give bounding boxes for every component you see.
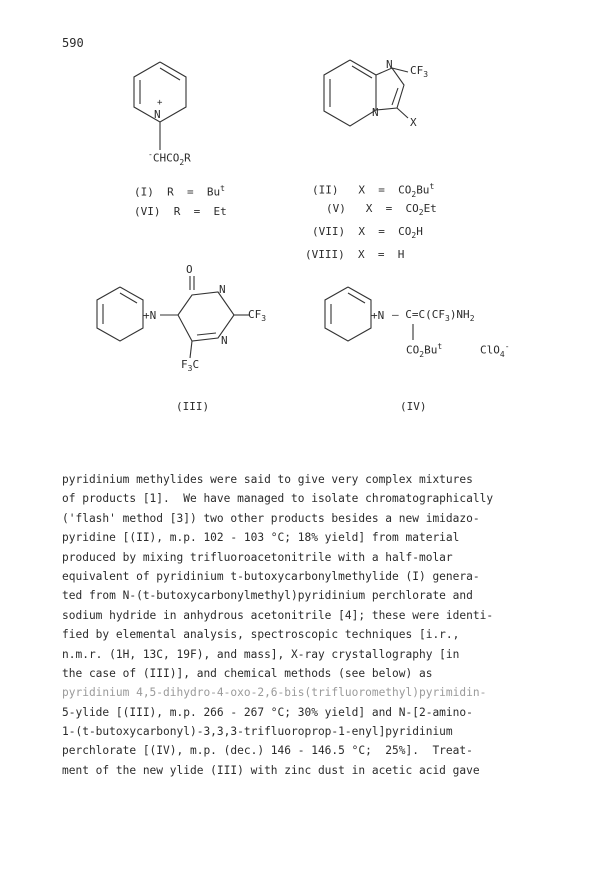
compound-III-oxygen: O [186,263,193,276]
compound-III-caption: (III) [176,400,210,413]
imidazo-n-top-label: N [386,58,393,71]
body-line: the case of (III)], and chemical methods (see below) as [62,666,433,680]
body-line: ('flash' method [3]) two other products besides a new imidazo- [62,511,480,525]
def-VI: (VI) R = Et [134,205,227,218]
body-line: equivalent of pyridinium t-butoxycarbonylmethylide (I) genera- [62,569,480,583]
body-line: sodium hydride in anhydrous acetonitrile [4]; these were identi- [62,608,494,622]
compound-IV-ester: $CO_2Bu^t$ [406,342,443,359]
body-line: fied by elemental analysis, spectroscopic techniques [i.r., [62,628,460,642]
def-II: (II) $X = CO_2Bu^t$ [312,182,435,199]
compound-III-f3c: $F_3C$ [181,358,200,374]
ylide-plus-charge: + [157,98,163,108]
imidazo-cf3-label: $CF_3$ [410,64,429,80]
imidazopyridine-structure [324,60,408,126]
compound-III-nplus: +N [143,309,157,322]
compound-IV-nplus: +N [371,309,385,322]
def-V: (V) $X = CO_2Et$ [326,202,437,218]
def-VII: (VII) $X = CO_2H$ [312,225,423,241]
body-line: n.m.r. (1H, 13C, 19F), and mass], X-ray crystallography [in [62,647,460,661]
body-line: pyridinium methylides were said to give very complex mixtures [62,473,473,486]
body-line: ted from N-(t-butoxycarbonylmethyl)pyridinium perchlorate and [62,589,473,603]
def-VIII: (VIII) X = H [305,248,405,261]
body-line: 5-ylide [(III), m.p. 266 - 267 °C; 30% yield] and N-[2-amino- [62,705,473,719]
body-line: perchlorate [(IV), m.p. (dec.) 146 - 146.5 °C; 25%]. Treat- [62,744,473,758]
body-line: ment of the new ylide (III) with zinc dust in acetic acid gave [62,763,480,777]
body-line: pyridine [(II), m.p. 102 - 103 °C; 18% yield] from material [62,531,460,545]
ylide-nitrogen-label: N [154,108,161,121]
body-line: pyridinium 4,5-dihydro-4-oxo-2,6-bis(trifluoromethyl)pyrimidin- [62,686,487,700]
compound-IV-caption: (IV) [400,400,427,413]
compound-IV-chain: — $C=C(CF_3)NH_2$ [392,308,475,324]
imidazo-n-bridge-label: N [372,106,379,119]
compound-III-n-top: N [219,283,226,296]
ylide-substituent-label: $^-CHCO_2R$ [148,150,191,167]
compound-IV-perchlorate: ClO$_4$- [480,342,510,359]
compound-III-cf3: $CF_3$ [248,308,267,324]
body-line: of products [1]. We have managed to isolate chromatographically [62,492,494,506]
body-line: 1-(t-butoxycarbonyl)-3,3,3-trifluoroprop-1-enyl]pyridinium [62,725,453,739]
compound-III-n-bottom: N [221,334,228,347]
imidazo-x-label: X [410,116,417,129]
body-line: produced by mixing trifluoroacetonitrile with a half-molar [62,550,453,564]
def-I: (I) R = Bu$^t$ [134,184,225,199]
page-number: 590 [62,36,84,50]
body-paragraph [62,470,542,780]
